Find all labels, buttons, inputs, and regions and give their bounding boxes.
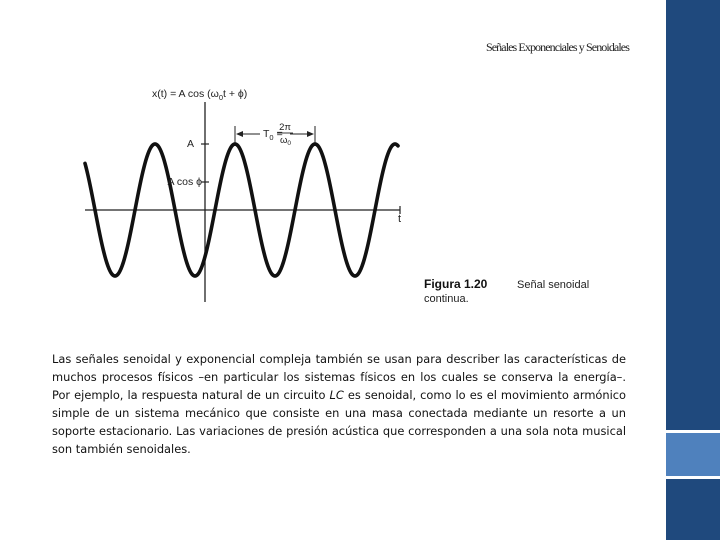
side-bar-accent <box>666 433 720 476</box>
period-label: $T_0$ = <box>263 128 283 142</box>
figure-caption-label: Figura 1.20 <box>424 277 488 291</box>
acos-label: A cos ϕ <box>167 176 202 188</box>
figure-caption-title: Señal senoidal <box>517 279 590 291</box>
figure-caption-continued: continua. <box>424 293 469 305</box>
side-bar-divider <box>666 476 720 479</box>
period-denominator: $\omega_0$ <box>280 135 292 147</box>
amplitude-label: A <box>186 138 194 150</box>
period-numerator: 2π <box>279 122 291 133</box>
period-arrowhead-left <box>236 131 243 137</box>
period-arrowhead-right <box>307 131 314 137</box>
body-paragraph: Las señales senoidal y exponencial compleja también se usan para describer las características de muchos procesos físicos –en particular los sistemas físicos en los cuales se conserva la energía–. Por ejemplo, la respuesta natural de un circuito LC es senoidal, como lo es el movimiento armónico simple de un sistema mecánico que consiste en una masa conectada mediante un resorte a un soporte estacionario. Las variaciones de presión acústica que corresponden a una sola nota musical son también senoidales. <box>52 352 626 456</box>
equation-label: x(t) = A $\cos (\omega_0t + \phi)$ <box>152 88 248 102</box>
time-label: t <box>398 213 402 225</box>
slide-title: Señales Exponenciales y Senoidales <box>485 40 629 54</box>
sinusoid-figure <box>82 82 598 312</box>
